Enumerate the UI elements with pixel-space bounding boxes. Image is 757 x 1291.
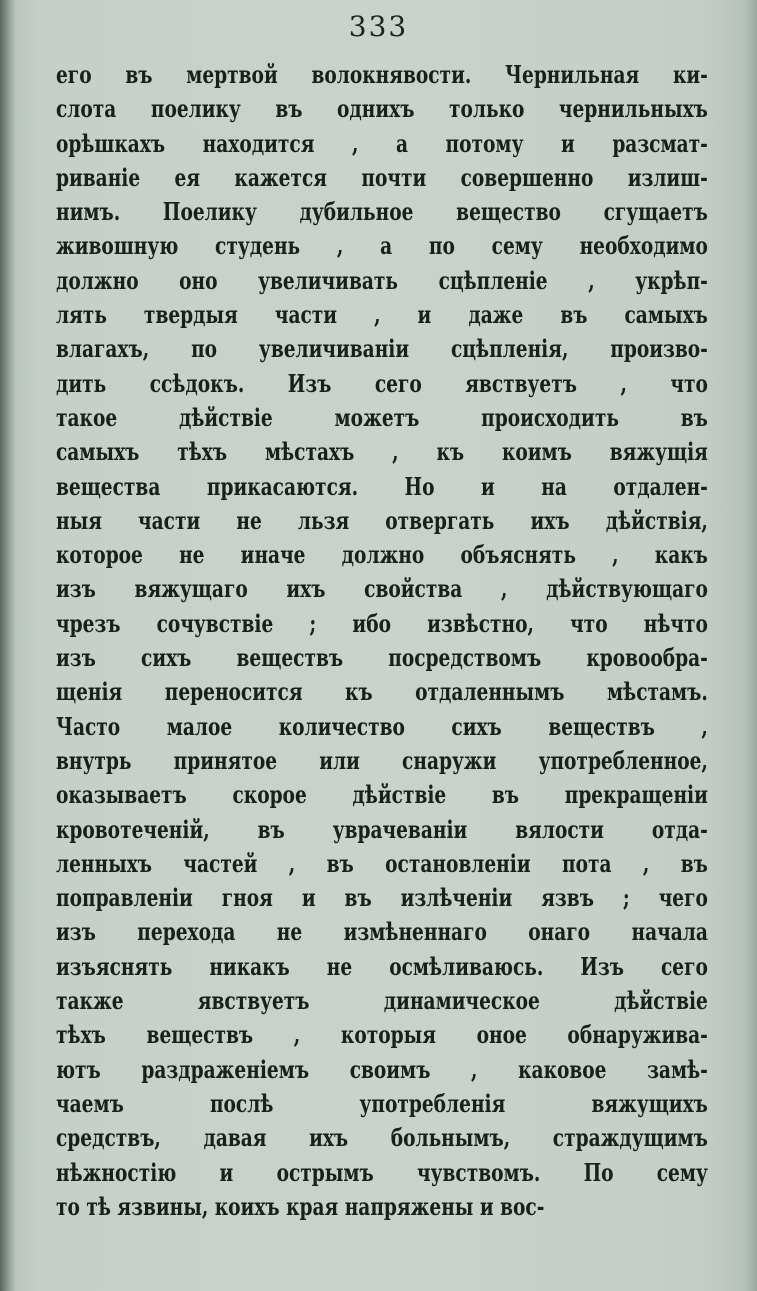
- text-line: также явствуетъ динамическое дѣйствіе: [56, 986, 708, 1016]
- text-line: нѣжностію и острымъ чувствомъ. По сему: [56, 1157, 708, 1187]
- text-line: живошную студень , а по сему необходимо: [56, 231, 708, 261]
- text-line: такое дѣйствіе можетъ происходить въ: [56, 402, 708, 432]
- text-line: вещества прикасаются. Но и на отдален-: [56, 471, 708, 501]
- text-line: оказываетъ скорое дѣйствіе въ прекращеніи: [56, 780, 708, 810]
- text-line: риваніе ея кажется почти совершенно излиш-: [56, 162, 708, 192]
- text-line: чаемъ послѣ употребленія вяжущихъ: [56, 1088, 708, 1118]
- text-line: изъ сихъ веществъ посредствомъ кровообра-: [56, 643, 708, 673]
- text-line: изъ перехода не измѣненнаго онаго начала: [56, 917, 708, 947]
- text-line: влагахъ, по увеличиваніи сцѣпленія, произво-: [56, 334, 708, 364]
- text-line: слота поелику въ однихъ только чернильныхъ: [56, 94, 708, 124]
- text-line: должно оно увеличивать сцѣпленіе , укрѣп-: [56, 265, 708, 295]
- text-line: орѣшкахъ находится , а потому и разсмат-: [56, 128, 708, 158]
- text-line: поправленіи гноя и въ излѣченіи язвъ ; чего: [56, 883, 708, 913]
- text-line: которое не иначе должно объяснять , какъ: [56, 540, 708, 570]
- page-spine-shadow: [0, 0, 16, 1291]
- text-line: чрезъ сочувствіе ; ибо извѣстно, что нѣчто: [56, 608, 708, 638]
- text-line: нимъ. Поелику дубильное вещество сгущаетъ: [56, 197, 708, 227]
- text-line: средствъ, давая ихъ больнымъ, страждущимъ: [56, 1123, 708, 1153]
- body-text: [56, 58, 708, 1224]
- text-line: ютъ раздраженіемъ своимъ , каковое замѣ-: [56, 1054, 708, 1084]
- text-line: Часто малое количество сихъ веществъ ,: [56, 711, 708, 741]
- text-line: внутрь принятое или снаружи употребленное,: [56, 745, 708, 775]
- text-line: ленныхъ частей , въ остановленіи пота , въ: [56, 848, 708, 878]
- page-number: 333: [348, 10, 409, 43]
- text-line: его въ мертвой волокнявости. Чернильная ки-: [56, 60, 708, 89]
- text-line: самыхъ тѣхъ мѣстахъ , къ коимъ вяжущія: [56, 437, 708, 467]
- text-line: тѣхъ веществъ , которыя оное обнаружива-: [56, 1020, 708, 1050]
- text-line: щенія переносится къ отдаленнымъ мѣстамъ.: [56, 677, 708, 707]
- text-line: изъ вяжущаго ихъ свойства , дѣйствующаго: [56, 574, 708, 604]
- text-line: лять твердыя части , и даже въ самыхъ: [56, 300, 708, 330]
- text-line: то тѣ язвины, коихъ края напряжены и вос-: [56, 1191, 545, 1221]
- text-line: ныя части не льзя отвергать ихъ дѣйствія,: [56, 505, 708, 535]
- text-line: дить ссѣдокъ. Изъ сего явствуетъ , что: [56, 368, 708, 398]
- text-line: изъяснять никакъ не осмѣливаюсь. Изъ сего: [56, 951, 708, 981]
- text-line: кровотеченій, въ уврачеваніи вялости отда-: [56, 814, 708, 844]
